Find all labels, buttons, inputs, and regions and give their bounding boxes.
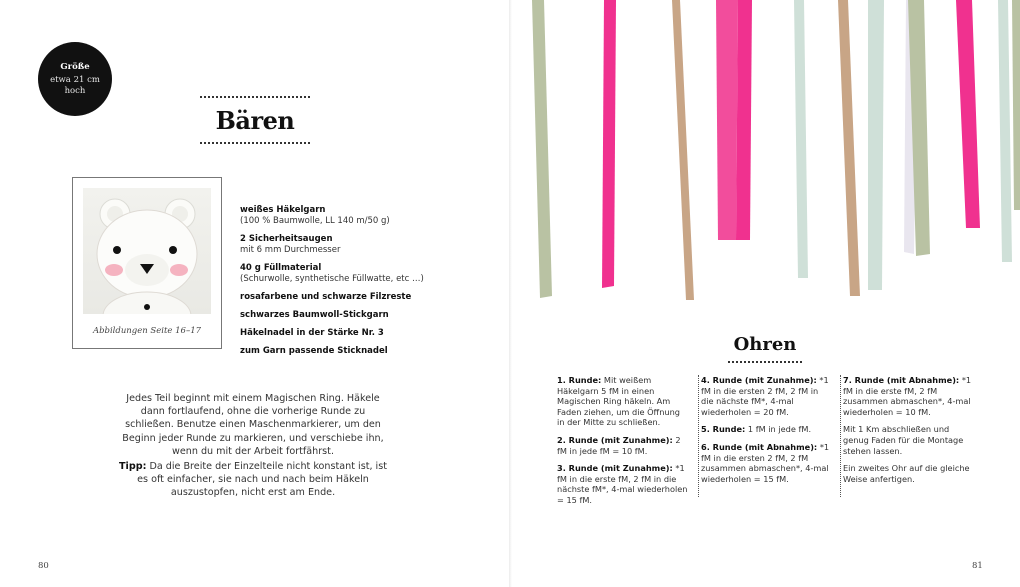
intro-text bbox=[118, 392, 388, 502]
material-item: weißes Häkelgarn (100 % Baumwolle, LL 140 m/50 g) bbox=[240, 205, 390, 226]
instruction-step: 4. Runde (mit Zunahme): *1 fM in die ersten 2 fM, 2 fM in die nächste fM*, 4-mal wiederholen = 20 fM. bbox=[701, 375, 829, 417]
page-number-left: 80 bbox=[38, 561, 49, 571]
photo-caption: Abbildungen Seite 16–17 bbox=[92, 326, 202, 336]
ribbon bbox=[956, 0, 980, 228]
ribbon bbox=[672, 0, 694, 300]
bear-illustration bbox=[83, 188, 211, 314]
title-divider-top bbox=[200, 96, 310, 98]
ribbon bbox=[602, 0, 616, 288]
material-item: Häkelnadel in der Stärke Nr. 3 bbox=[240, 328, 384, 338]
section-title: Ohren bbox=[733, 334, 797, 355]
material-item: 2 Sicherheitsaugen mit 6 mm Durchmesser bbox=[240, 234, 341, 255]
size-badge bbox=[38, 42, 112, 116]
instruction-step: 2. Runde (mit Zunahme): 2 fM in jede fM = 10 fM. bbox=[557, 434, 681, 456]
instruction-step: 3. Runde (mit Zunahme): *1 fM in die erste fM, 2 fM in die nächste fM*, 4-mal wiederholen = 15 fM. bbox=[557, 463, 688, 505]
instruction-step: Ein zweites Ohr auf die gleiche Weise anfertigen. bbox=[843, 463, 970, 484]
section-divider bbox=[728, 361, 802, 363]
ribbon bbox=[838, 0, 860, 296]
instruction-step: 7. Runde (mit Abnahme): *1 fM in die erste fM, 2 fM zusammen abmaschen*, 4-mal wiederholen = 10 fM. bbox=[843, 375, 972, 417]
instruction-step: 5. Runde: 1 fM in jede fM. bbox=[701, 424, 812, 435]
instruction-column bbox=[557, 375, 689, 513]
materials-list bbox=[240, 205, 470, 364]
ohren-heading bbox=[728, 334, 802, 363]
ribbon bbox=[1012, 0, 1020, 210]
material-item: schwarzes Baumwoll-Stickgarn bbox=[240, 310, 389, 320]
ribbons-photo bbox=[512, 0, 1020, 330]
ribbon bbox=[998, 0, 1012, 262]
instruction-step: 1. Runde: Mit weißem Häkelgarn 5 fM in einen Magischen Ring häkeln. Am Faden ziehen, um die Öffnung in der Mitte zu schließen. bbox=[557, 375, 680, 428]
page-title: Bären bbox=[215, 106, 295, 135]
material-item: 40 g Füllmaterial (Schurwolle, synthetische Füllwatte, etc …) bbox=[240, 263, 424, 284]
size-badge-title: Größe bbox=[60, 62, 90, 72]
bear-photo bbox=[83, 188, 211, 314]
instruction-column bbox=[698, 375, 830, 497]
instruction-step: 6. Runde (mit Abnahme): *1 fM in die ersten 2 fM, 2 fM zusammen abmaschen*, 4-mal wiederholen = 15 fM. bbox=[701, 441, 830, 484]
size-badge-value: etwa 21 cm hoch bbox=[50, 75, 100, 96]
ribbon bbox=[532, 0, 552, 298]
ribbon bbox=[794, 0, 808, 278]
photo-frame bbox=[72, 177, 222, 349]
intro-paragraph: Jedes Teil beginnt mit einem Magischen Ring. Häkele dann fortlaufend, ohne die vorherige Runde zu schließen. Benutze einen Maschenmarkierer, um den Beginn jeder Runde zu markieren, und verschiebe ihn, wenn du mit der Arbeit fortfährst. bbox=[122, 393, 384, 457]
tip-paragraph bbox=[118, 460, 388, 500]
ribbon bbox=[716, 0, 738, 240]
tip-text: Da die Breite der Einzelteile nicht konstant ist, ist es oft einfacher, sie nach und nach beim Häkeln auszustopfen, nicht erst am Ende. bbox=[137, 461, 387, 499]
material-item: zum Garn passende Sticknadel bbox=[240, 346, 388, 356]
ribbon bbox=[868, 0, 884, 290]
tip-label: Tipp: bbox=[119, 461, 147, 473]
page-number-right: 81 bbox=[972, 561, 983, 571]
title-divider-bottom bbox=[200, 142, 310, 144]
instruction-step: Mit 1 Km abschließen und genug Faden für die Montage stehen lassen. bbox=[843, 424, 964, 456]
title-block bbox=[200, 96, 310, 144]
instruction-column bbox=[840, 375, 972, 497]
material-item: rosafarbene und schwarze Filzreste bbox=[240, 292, 412, 302]
ribbon bbox=[736, 0, 752, 240]
